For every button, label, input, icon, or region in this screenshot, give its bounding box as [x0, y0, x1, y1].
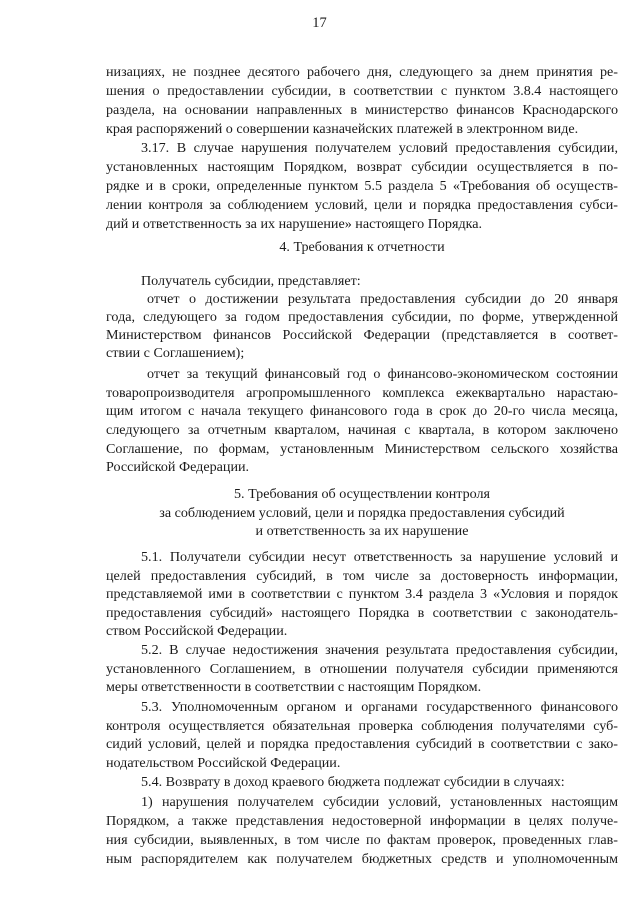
text-line: Соглашение, по формам, установленным Министерством сельского хозяйства [106, 441, 618, 457]
text-line: отчет за текущий финансовый год о финансово-экономическом состоянии [147, 366, 618, 382]
text-line: 5.2. В случае недостижения значения результата предоставления субсидии, [141, 642, 618, 658]
text-line: лении контроля за соблюдением условий, цели и порядка предоставления субси- [106, 197, 618, 213]
text-line: 5.4. Возврату в доход краевого бюджета подлежат субсидии в случаях: [141, 774, 565, 790]
text-line: ния субсидии, выявленных, в том числе по фактам проверок, проведенных глав- [106, 832, 618, 848]
text-line: года, следующего за годом предоставления субсидии, по форме, утвержденной [106, 309, 618, 325]
text-line: ствии с Соглашением); [106, 345, 245, 361]
section-heading-line: 5. Требования об осуществлении контроля [233, 486, 490, 502]
text-line: Порядком, а также представления недостоверной информации в целях получе- [106, 813, 618, 829]
section-heading-line: и ответственность за их нарушение [255, 523, 469, 539]
text-line: нодательством Российской Федерации. [106, 755, 341, 771]
text-line: шения о предоставлении субсидии, в соответствии с пунктом 3.8.4 настоящего [106, 83, 618, 99]
text-line: отчет о достижении результата предоставления субсидии до 20 января [147, 291, 618, 307]
text-line: предоставления субсидий» настоящего Порядка в соответствии с законодатель- [106, 605, 618, 621]
text-line: 5.3. Уполномоченным органом и органами государственного финансового [141, 699, 618, 715]
text-line: дий и ответственность за их нарушение» настоящего Порядка. [106, 216, 483, 232]
text-line: меры ответственности в соответствии с настоящим Порядком. [106, 679, 482, 695]
text-line: Министерством финансов Российской Федерации (представляется в соответ- [106, 327, 618, 343]
text-line: товаропроизводителя агропромышленного комплекса ежеквартально нарастаю- [106, 385, 618, 401]
text-line: установленных настоящим Порядком, возврат субсидии осуществляется в по- [106, 159, 618, 175]
text-line: края распоряжений о совершении казначейских платежей в электронном виде. [106, 121, 579, 137]
text-line: целей предоставления субсидий, в том числе за достоверность информации, [106, 568, 618, 584]
text-line: раздела, на основании направленных в министерство финансов Краснодарского [106, 102, 618, 118]
text-line: рядке и в сроки, определенные пунктом 5.5 раздела 5 «Требования об осуществ- [106, 178, 618, 194]
text-line: представляемой ими в соответствии с пунктом 3.4 раздела 3 «Условия и порядок [106, 586, 618, 602]
text-line: 5.1. Получатели субсидии несут ответственность за нарушение условий и [141, 549, 618, 565]
text-line: 3.17. В случае нарушения получателем условий предоставления субсидии, [141, 140, 618, 156]
text-line: щим итогом с начала текущего финансового года в срок до 20-го числа месяца, [106, 403, 618, 419]
text-line: низациях, не позднее десятого рабочего дня, следующего за днем принятия ре- [106, 64, 618, 80]
text-line: установленного Соглашением, в отношении получателя субсидии применяются [106, 661, 618, 677]
text-line: ством Российской Федерации. [106, 623, 288, 639]
text-line: сидий условий, целей и порядка предоставления субсидий в соответствии с зако- [106, 736, 618, 752]
section-heading-line: 4. Требования к отчетности [279, 239, 445, 255]
text-line: Российской Федерации. [106, 459, 250, 475]
text-line: контроля осуществляется обязательная проверка соблюдения получателями суб- [106, 718, 618, 734]
section-heading-line: за соблюдением условий, цели и порядка предоставления субсидий [159, 505, 565, 521]
text-line: Получатель субсидии, представляет: [141, 273, 361, 289]
text-line: 1) нарушения получателем субсидии условий, установленных настоящим [141, 794, 618, 810]
page-number: 17 [312, 15, 327, 31]
text-line: ным распорядителем как получателем бюджетных средств и уполномоченным [106, 851, 618, 867]
text-line: следующего за отчетным кварталом, начиная с квартала, в котором заключено [106, 422, 618, 438]
